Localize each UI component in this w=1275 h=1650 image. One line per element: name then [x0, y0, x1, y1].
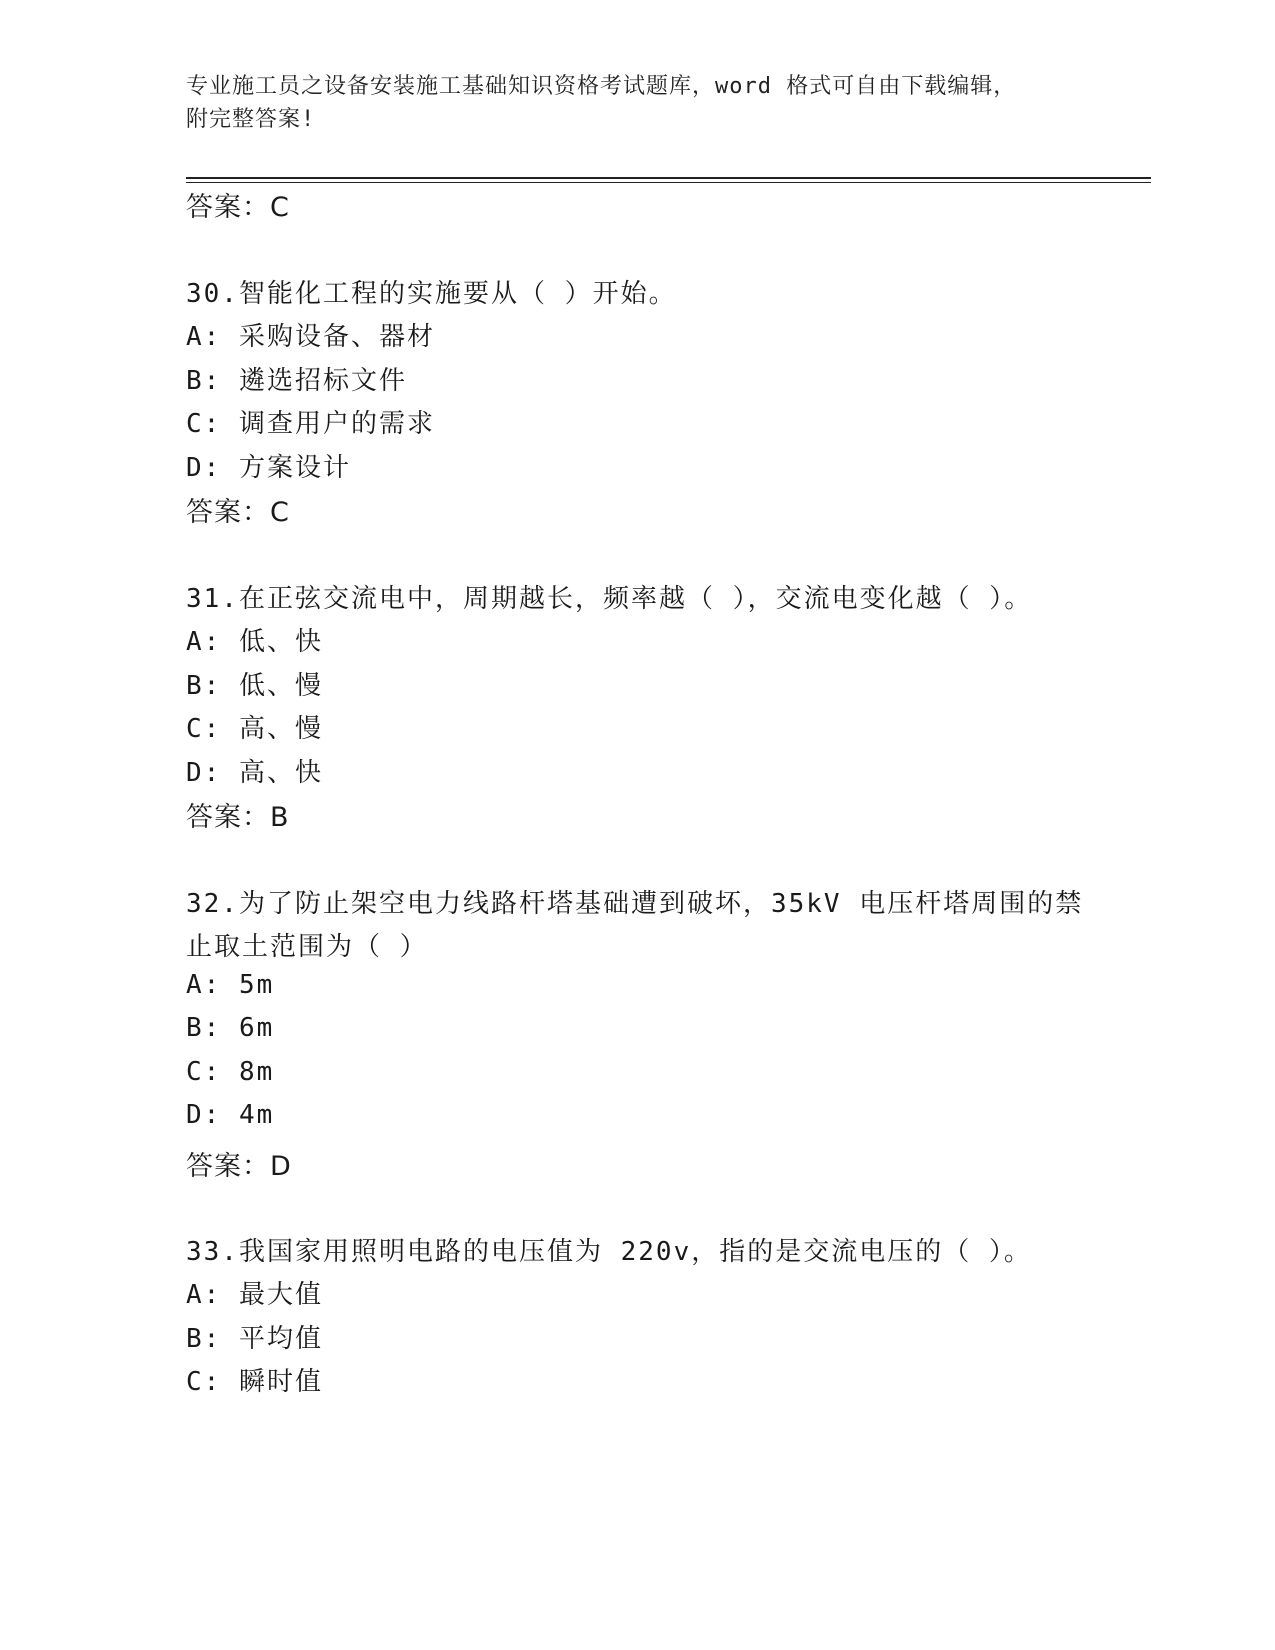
answer-label: 答案：B: [186, 802, 290, 833]
option-c: C: 8m: [186, 1057, 275, 1087]
question-stem: 33.我国家用照明电路的电压值为 220v，指的是交流电压的（ ）。: [186, 1237, 1032, 1267]
header-line-2: 附完整答案!: [186, 107, 316, 132]
option-b: B: 遴选招标文件: [186, 366, 407, 396]
header-line-1: 专业施工员之设备安装施工基础知识资格考试题库，word 格式可自由下载编辑，: [186, 74, 1017, 99]
header-divider-thin: [186, 182, 1151, 183]
option-b: B: 低、慢: [186, 671, 323, 701]
option-c: C: 调查用户的需求: [186, 409, 435, 439]
option-c: C: 高、慢: [186, 714, 323, 744]
option-d: D: 4m: [186, 1100, 275, 1130]
question-stem: 30.智能化工程的实施要从（ ）开始。: [186, 279, 677, 309]
previous-answer: 答案：C: [186, 192, 290, 223]
option-d: D: 高、快: [186, 758, 323, 788]
option-a: A: 低、快: [186, 627, 323, 657]
option-c: C: 瞬时值: [186, 1367, 323, 1397]
option-a: A: 采购设备、器材: [186, 322, 435, 352]
option-a: A: 5m: [186, 970, 275, 1000]
question-stem: 31.在正弦交流电中，周期越长，频率越（ ），交流电变化越（ ）。: [186, 584, 1033, 614]
question-stem-line-1: 32.为了防止架空电力线路杆塔基础遭到破坏，35kV 电压杆塔周围的禁: [186, 889, 1084, 919]
document-header: [186, 70, 1066, 136]
option-b: B: 6m: [186, 1013, 275, 1043]
answer-label: 答案：C: [186, 497, 290, 528]
question-stem-line-2: 止取土范围为（ ）: [186, 932, 428, 962]
answer-label: 答案：D: [186, 1151, 292, 1182]
option-d: D: 方案设计: [186, 453, 351, 483]
option-a: A: 最大值: [186, 1280, 323, 1310]
option-b: B: 平均值: [186, 1324, 323, 1354]
header-divider-thick: [186, 177, 1151, 179]
